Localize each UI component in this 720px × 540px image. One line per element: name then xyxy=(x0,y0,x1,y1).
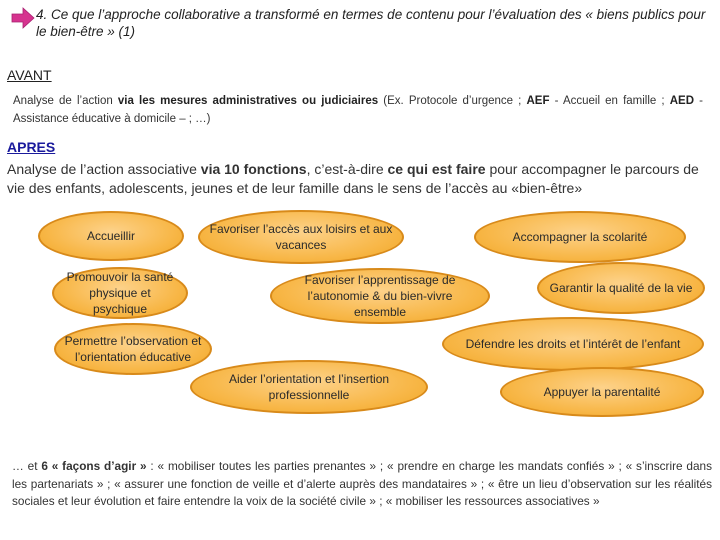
apres-description xyxy=(7,160,712,198)
function-ellipse-autonomie: Favoriser l’apprentissage de l’autonomie & du bien-vivre ensemble xyxy=(270,268,490,324)
function-ellipse-observation: Permettre l’observation et l’orientation éducative xyxy=(54,323,212,375)
apres-text-bold: ce qui est faire xyxy=(387,161,486,177)
facons-d-agir-paragraph xyxy=(12,458,712,511)
right-arrow-icon xyxy=(11,6,35,30)
bottom-text-bold: 6 « façons d’agir » xyxy=(41,459,147,473)
avant-label: AVANT xyxy=(7,67,52,83)
avant-text-bold: AEF xyxy=(526,95,550,107)
apres-text-part: pour accompagner le parcours de vie des enfants, adolescents, jeunes et de leur famille dans le sens de l’accès au «bien-être» xyxy=(7,161,699,196)
function-ellipse-sante: Promouvoir la santé physique et psychique xyxy=(52,267,188,319)
function-ellipse-loisirs: Favoriser l’accès aux loisirs et aux vacances xyxy=(198,210,404,264)
apres-text-part: , c’est-à-dire xyxy=(306,161,388,177)
function-ellipse-accueillir: Accueillir xyxy=(38,211,184,261)
bottom-text-part: : « mobiliser toutes les parties prenantes » ; « prendre en charge les mandats confiés » ; « s’inscrire dans les partenariats » ; « assurer une fonction de veille et d’alerte auprès des mandataires » ; « être un lieu d’observation sur les réalités sociales et leur évolution et faire entendre la voix de la société civile » ; « mobiliser les ressources associatives » xyxy=(12,459,713,508)
avant-text-part: - Accueil en famille ; xyxy=(549,95,670,107)
function-ellipse-scolarite: Accompagner la scolarité xyxy=(474,211,686,263)
bottom-text-part: … et xyxy=(12,459,42,473)
avant-text-part: - Assistance éducative à domicile – ; …) xyxy=(13,95,703,125)
apres-label: APRES xyxy=(7,139,56,155)
avant-text-bold: via les mesures administratives ou judiciaires xyxy=(117,95,379,107)
function-ellipse-qualite-vie: Garantir la qualité de la vie xyxy=(537,262,705,314)
function-ellipse-parentalite: Appuyer la parentalité xyxy=(500,367,704,417)
function-ellipse-insertion: Aider l’orientation et l’insertion professionnelle xyxy=(190,360,428,414)
avant-description xyxy=(13,92,703,128)
apres-text-part: Analyse de l’action associative xyxy=(7,161,201,177)
avant-text-part: (Ex. Protocole d’urgence ; xyxy=(378,95,527,107)
apres-text-bold: via 10 fonctions xyxy=(200,161,307,177)
avant-text-part: Analyse de l’action xyxy=(13,95,118,107)
avant-text-bold: AED xyxy=(669,95,695,107)
slide-title: 4. Ce que l’approche collaborative a transformé en termes de contenu pour l’évaluation des « biens publics pour le bien-être » (1) xyxy=(36,7,706,39)
function-ellipse-droits: Défendre les droits et l’intérêt de l’enfant xyxy=(442,317,704,371)
